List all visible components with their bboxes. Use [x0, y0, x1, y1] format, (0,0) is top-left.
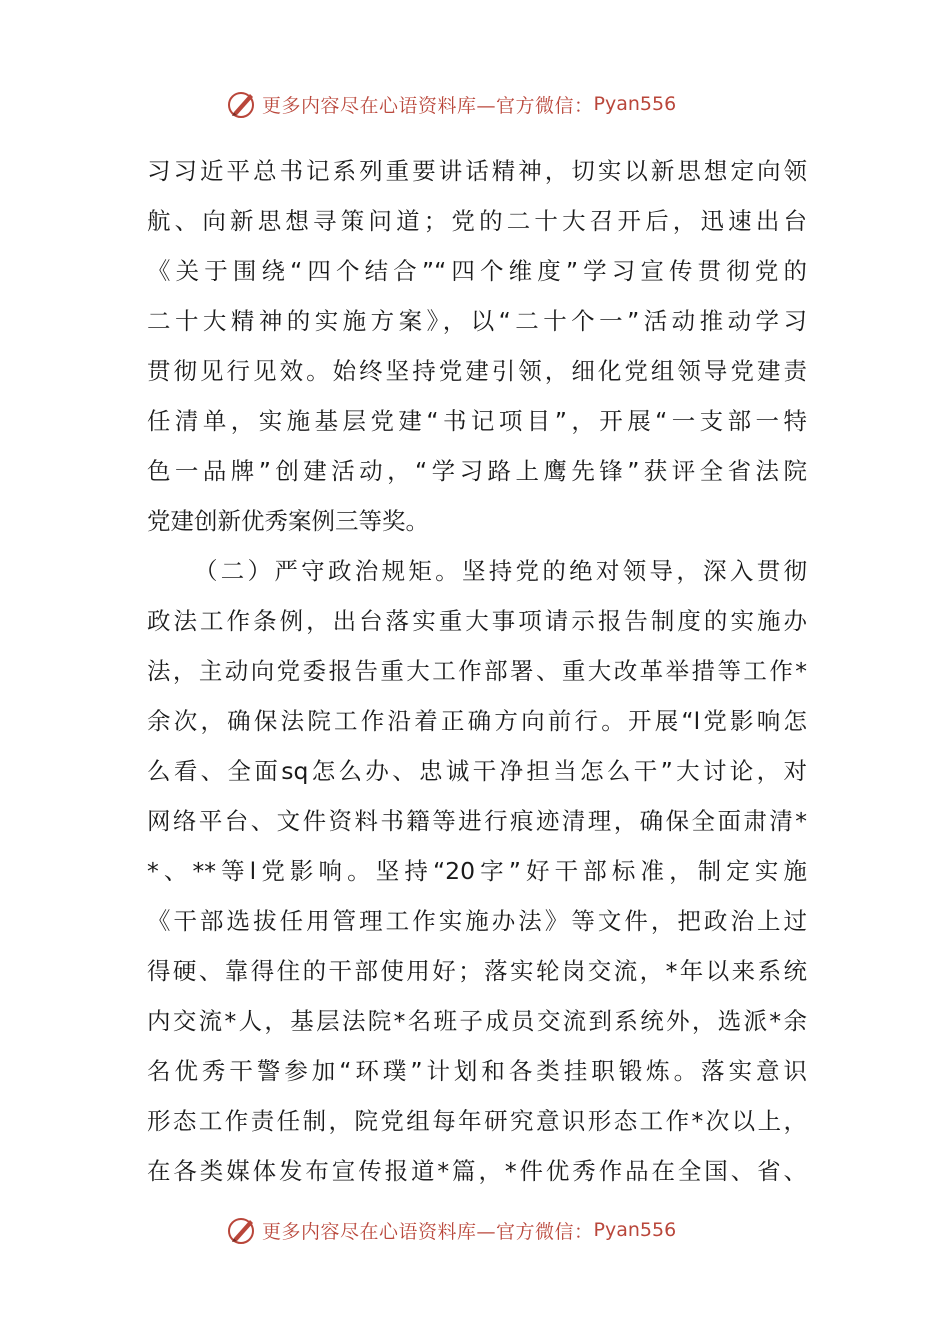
pen-logo-icon — [226, 88, 258, 120]
body-line: 二十大精神的实施方案》，以“二十个一”活动推动学习 — [147, 307, 807, 335]
body-line: 么看、全面sq怎么办、忠诚干净担当怎么干”大讨论，对 — [147, 757, 807, 785]
body-line: 政法工作条例，出台落实重大事项请示报告制度的实施办 — [147, 607, 807, 635]
body-line: 在各类媒体发布宣传报道*篇，*件优秀作品在全国、省、 — [147, 1157, 807, 1185]
body-line: 名优秀干警参加“环璞”计划和各类挂职锻炼。落实意识 — [147, 1057, 807, 1085]
watermark-text: 更多内容尽在心语资料库—官方微信： — [262, 1220, 594, 1243]
body-line: 法，主动向党委报告重大工作部署、重大改革举措等工作* — [147, 657, 807, 685]
pen-logo-icon — [226, 1214, 258, 1246]
watermark-bottom — [226, 1212, 676, 1248]
document-body — [147, 146, 807, 1196]
watermark-text: 更多内容尽在心语资料库—官方微信： — [262, 94, 594, 117]
body-line: 航、向新思想寻策问道；党的二十大召开后，迅速出台 — [147, 207, 807, 235]
body-line: *、**等l党影响。坚持“20字”好干部标准，制定实施 — [147, 857, 807, 885]
watermark-wechat-id: Pyan556 — [593, 1219, 677, 1241]
section-heading-line: （二）严守政治规矩。坚持党的绝对领导，深入贯彻 — [194, 557, 807, 585]
body-line: 贯彻见行见效。始终坚持党建引领，细化党组领导党建责 — [147, 357, 807, 385]
body-line: 内交流*人，基层法院*名班子成员交流到系统外，选派*余 — [147, 1007, 807, 1035]
watermark-wechat-id: Pyan556 — [593, 93, 677, 115]
watermark-top — [226, 86, 676, 122]
body-line: 色一品牌”创建活动，“学习路上鹰先锋”获评全省法院 — [147, 457, 807, 485]
body-line: 习习近平总书记系列重要讲话精神，切实以新思想定向领 — [147, 157, 807, 185]
body-line: 任清单，实施基层党建“书记项目”，开展“一支部一特 — [147, 407, 807, 435]
body-line: 形态工作责任制，院党组每年研究意识形态工作*次以上， — [147, 1107, 807, 1135]
body-line: 《关于围绕“四个结合”“四个维度”学习宣传贯彻党的 — [147, 257, 807, 285]
body-line: 党建创新优秀案例三等奖。 — [147, 507, 429, 535]
body-line: 《干部选拔任用管理工作实施办法》等文件，把政治上过 — [147, 907, 807, 935]
body-line: 余次，确保法院工作沿着正确方向前行。开展“l党影响怎 — [147, 707, 807, 735]
body-line: 得硬、靠得住的干部使用好；落实轮岗交流，*年以来系统 — [147, 957, 807, 985]
body-line: 网络平台、文件资料书籍等进行痕迹清理，确保全面肃清* — [147, 807, 807, 835]
